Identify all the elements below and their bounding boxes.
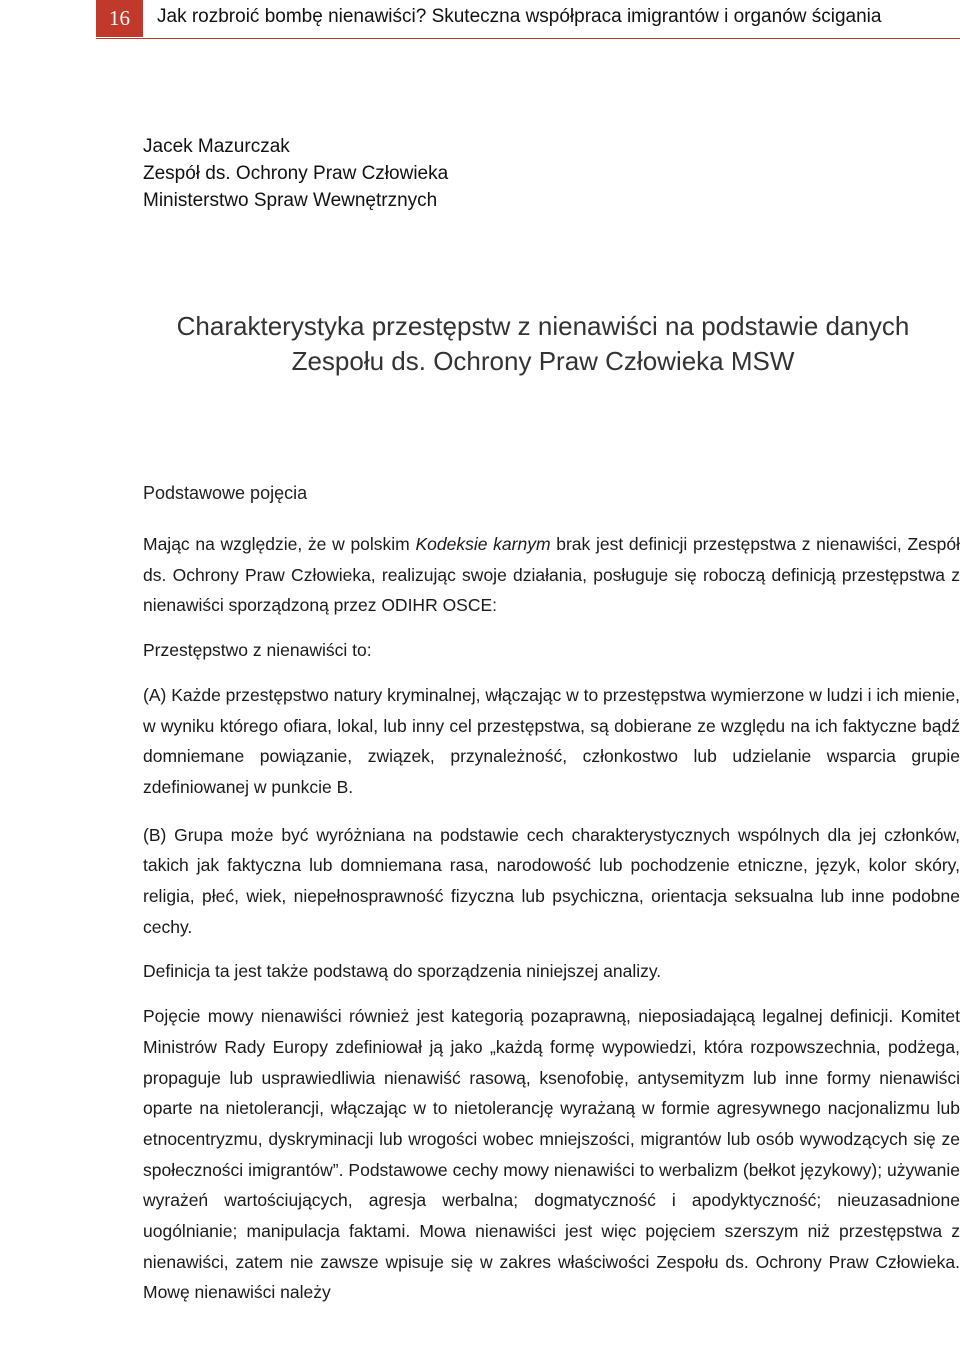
running-header-title: Jak rozbroić bombę nienawiści? Skuteczna współpraca imigrantów i organów ścigania xyxy=(157,6,882,27)
section-heading: Podstawowe pojęcia xyxy=(143,483,308,503)
article-title xyxy=(143,309,943,379)
paragraph-basis: Definicja ta jest także podstawą do sporządzenia niniejszej analizy. xyxy=(143,961,662,982)
kodeks-karny-italic: Kodeksie karnym xyxy=(415,534,551,554)
paragraph-point-b: (B) Grupa może być wyróżniana na podstawie cech charakterystycznych wspólnych dla jej członków, takich jak faktyczna lub domniemana rasa, narodowość lub pochodzenie etniczne, język, kolor skóry, religia, płeć, wiek, niepełnosprawność fizyczna lub psychiczna, orientacja seksualna lub inne podobne cechy. xyxy=(143,824,960,937)
author-name: Jacek Mazurczak xyxy=(143,136,290,157)
paragraph-definition-lead: Przestępstwo z nienawiści to: xyxy=(143,640,372,661)
author-block xyxy=(143,133,448,214)
paragraph-intro xyxy=(143,529,960,621)
page-number-badge xyxy=(96,0,143,37)
author-unit: Zespół ds. Ochrony Praw Człowieka xyxy=(143,163,449,184)
paragraph-point-a: (A) Każde przestępstwo natury kryminalnej, włączając w to przestępstwa wymierzone w ludzi i ich mienie, w wyniku którego ofiara, lokal, lub inny cel przestępstwa, są dobierane ze względu na ich faktyczne bądź domniemane powiązanie, związek, przynależność, członkostwo lub udzielanie wsparcia grupie zdefiniowanej w punkcie B. xyxy=(143,684,960,797)
author-ministry: Ministerstwo Spraw Wewnętrznych xyxy=(143,190,438,211)
paragraph-hate-speech: Pojęcie mowy nienawiści również jest kategorią pozaprawną, nieposiadającą legalnej definicji. Komitet Ministrów Rady Europy zdefiniował ją jako „każdą formę wypowiedzi, która rozpowszechnia, podżega, propaguje lub usprawiedliwia nienawiść rasową, ksenofobię, antysemityzm lub inne formy nienawiści oparte na nietolerancji, włączając w to nietolerancję wyrażaną w formie agresywnego nacjonalizmu lub etnocentryzmu, dyskryminacji lub wrogości wobec mniejszości, migrantów lub osób wywodzących się ze społeczności imigrantów”. Podstawowe cechy mowy nienawiści to werbalizm (bełkot językowy); używanie wyrażeń wartościujących, agresja werbalna; dogmatyczność i apodyktyczność; nieuzasadnione uogólnianie; manipulacja faktami. Mowa nienawiści jest więc pojęciem szerszym niż przestępstwa z nienawiści, zatem nie zawsze wpisuje się w zakres właściwości Zespołu ds. Ochrony Praw Człowieka. Mowę nienawiści należy xyxy=(143,1006,960,1303)
article-title-line-1: Charakterystyka przestępstw z nienawiści na podstawie danych xyxy=(176,311,910,341)
page-number: 16 xyxy=(109,6,130,30)
paragraph-intro-start: Mając na względzie, że w polskim xyxy=(143,534,416,554)
article-body xyxy=(143,529,960,1322)
header-rule xyxy=(96,38,960,39)
paragraph-intro-end: brak jest definicji przestępstwa z nienawiści, Zespół ds. Ochrony Praw Człowieka, realizując swoje działania, posługuje się roboczą definicją przestępstwa z nienawiści sporządzoną przez ODIHR OSCE: xyxy=(143,534,960,616)
article-title-line-2: Zespołu ds. Ochrony Praw Człowieka MSW xyxy=(291,346,795,376)
